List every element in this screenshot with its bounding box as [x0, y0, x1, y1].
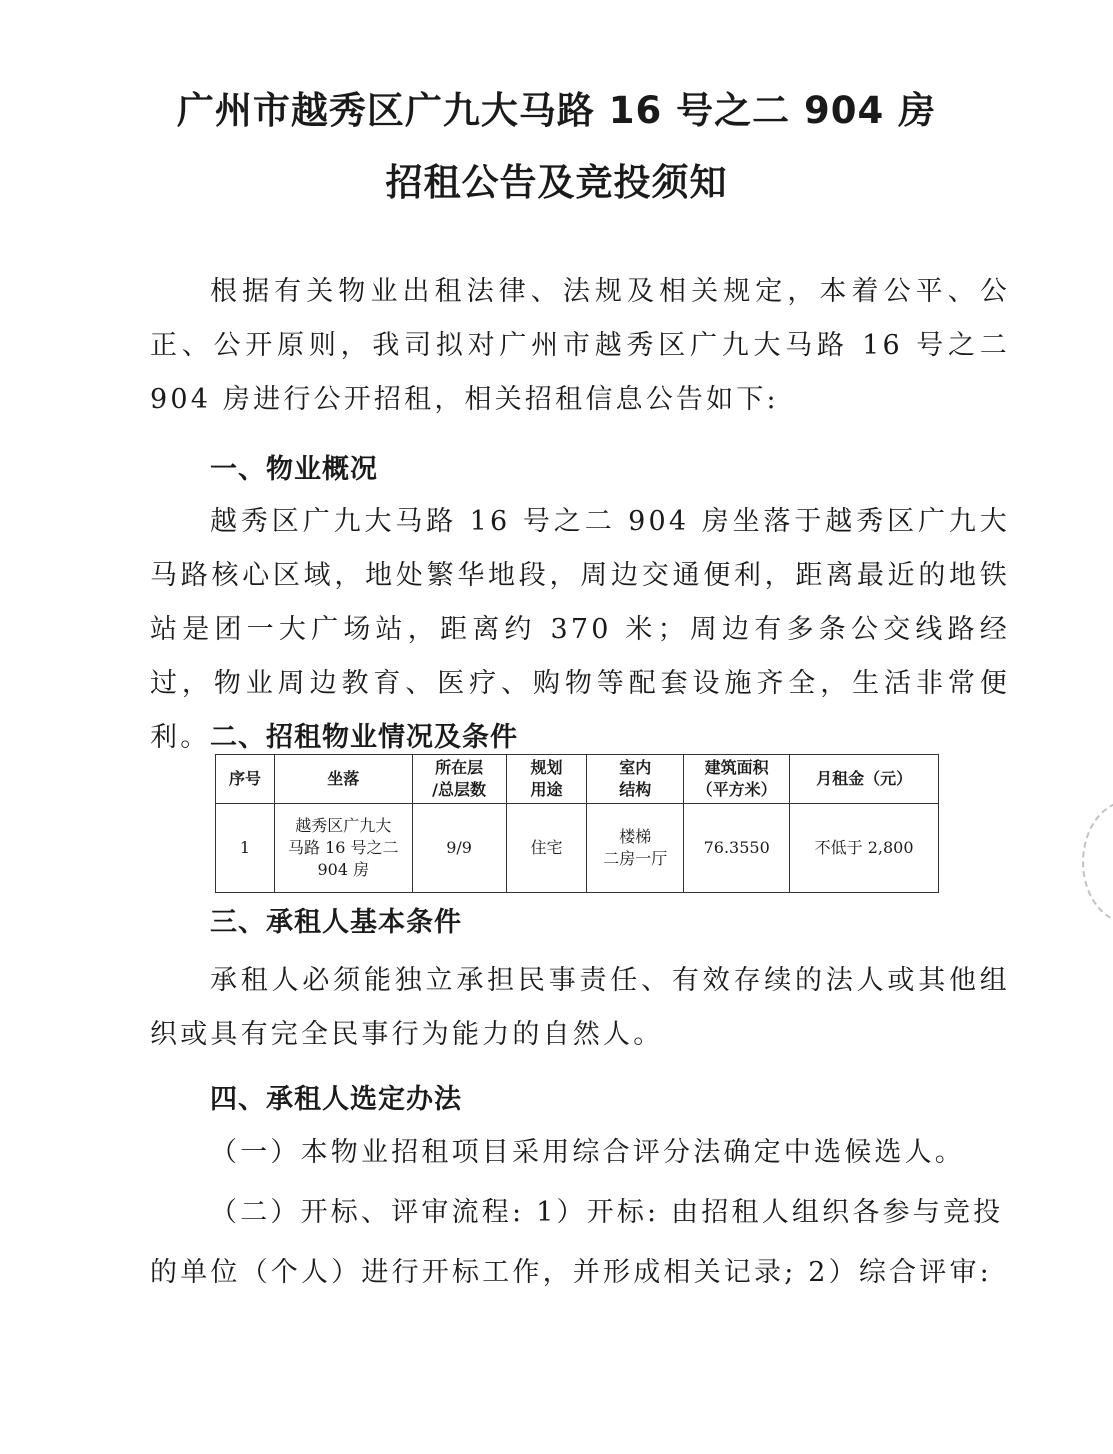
- section4-item2-line1: （二）开标、评审流程: 1）开标: 由招租人组织各参与竞投: [210, 1197, 1004, 1228]
- header-structure: [587, 755, 684, 804]
- header-floor-line1: 所在层: [435, 758, 484, 777]
- header-index-text: 序号: [228, 769, 261, 788]
- section3-heading: 三、承租人基本条件: [210, 907, 462, 938]
- seal-stamp-edge: [1082, 800, 1113, 924]
- document-title-line1: 广州市越秀区广九大马路 16 号之二 904 房: [176, 89, 937, 132]
- header-floor-line2: /总层数: [432, 780, 487, 799]
- header-usage-line1: 规划: [530, 758, 563, 777]
- section2-heading: 二、招租物业情况及条件: [210, 722, 518, 753]
- header-area-line1: 建筑面积: [704, 758, 769, 777]
- header-usage-line2: 用途: [530, 780, 563, 799]
- header-location: [274, 755, 412, 804]
- cell-location-line3: 904 房: [317, 860, 370, 879]
- document-title-line2: 招租公告及竞投须知: [385, 161, 728, 204]
- header-structure-line2: 结构: [619, 780, 652, 799]
- table-header-row: [216, 755, 939, 804]
- section1-heading: 一、物业概况: [210, 454, 378, 485]
- property-table: [215, 754, 939, 893]
- cell-location-line1: 越秀区广九大: [295, 816, 392, 835]
- cell-index: 1: [216, 804, 275, 893]
- header-index: [216, 755, 275, 804]
- intro-paragraph: 根据有关物业出租法律、法规及相关规定，本着公平、公正、公开原则，我司拟对广州市越秀区广九大马路 16 号之二 904 房进行公开招租，相关招租信息公告如下:: [150, 276, 1010, 415]
- cell-structure-line1: 楼梯: [619, 827, 652, 846]
- header-structure-line1: 室内: [619, 758, 652, 777]
- header-usage: [506, 755, 587, 804]
- section4-item1: （一）本物业招租项目采用综合评分法确定中选候选人。: [210, 1137, 965, 1168]
- cell-structure: [587, 804, 684, 893]
- cell-location: [274, 804, 412, 893]
- header-location-text: 坐落: [327, 769, 360, 788]
- section4-heading: 四、承租人选定办法: [210, 1084, 462, 1115]
- header-area-line2: （平方米）: [696, 780, 777, 799]
- cell-usage: 住宅: [506, 804, 587, 893]
- header-rent: [790, 755, 939, 804]
- header-area: [684, 755, 790, 804]
- section1-body: 越秀区广九大马路 16 号之二 904 房坐落于越秀区广九大马路核心区域，地处繁华地段，周边交通便利，距离最近的地铁站是团一大广场站，距离约 370 米；周边有多条公交线路经过，物业周边教育、医疗、购物等配套设施齐全，生活非常便利。: [150, 506, 1010, 753]
- cell-rent: 不低于 2,800: [790, 804, 939, 893]
- cell-area: 76.3550: [684, 804, 790, 893]
- section3-body: 承租人必须能独立承担民事责任、有效存续的法人或其他组织或具有完全民事行为能力的自然人。: [150, 965, 1010, 1050]
- cell-location-line2: 马路 16 号之二: [288, 838, 399, 857]
- header-rent-text: 月租金（元）: [816, 769, 913, 788]
- table-row: [216, 804, 939, 893]
- header-floor: [412, 755, 506, 804]
- cell-floor: 9/9: [412, 804, 506, 893]
- cell-structure-line2: 二房一厅: [603, 849, 668, 868]
- section4-item2-line2: 的单位（个人）进行开标工作，并形成相关记录; 2）综合评审:: [150, 1257, 992, 1288]
